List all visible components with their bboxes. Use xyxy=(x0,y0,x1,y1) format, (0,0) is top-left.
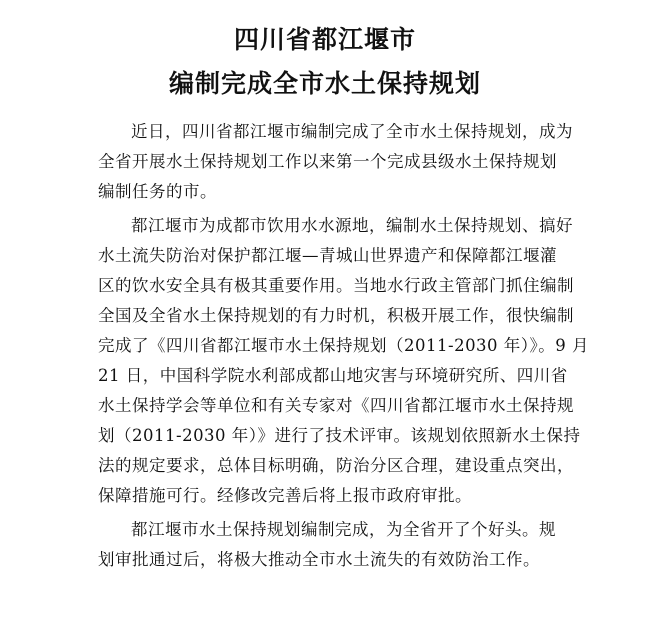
document-title-line-1: 四川省都江堰市 xyxy=(233,25,416,54)
paragraph-line: 编制任务的市。 xyxy=(98,182,217,201)
paragraph-1 xyxy=(98,117,578,207)
paragraph-line: 划审批通过后，将极大推动全市水土流失的有效防治工作。 xyxy=(98,550,540,569)
paragraph-line: 近日，四川省都江堰市编制完成了全市水土保持规划，成为 xyxy=(131,122,573,141)
paragraph-line: 区的饮水安全具有极其重要作用。当地水行政主管部门抓住编制 xyxy=(98,276,574,295)
document-title-line-2: 编制完成全市水土保持规划 xyxy=(168,69,481,98)
paragraph-line: 划（2011-2030 年）》进行了技术评审。该规划依照新水土保持 xyxy=(98,426,581,445)
paragraph-line: 都江堰市水土保持规划编制完成，为全省开了个好头。规 xyxy=(131,520,556,539)
paragraph-line: 完成了《四川省都江堰市水土保持规划（2011-2030 年）》。9 月 xyxy=(98,336,590,355)
paragraph-3 xyxy=(98,515,578,575)
paragraph-line: 保障措施可行。经修改完善后将上报市政府审批。 xyxy=(98,486,472,505)
paragraph-line: 水土保持学会等单位和有关专家对《四川省都江堰市水土保持规 xyxy=(98,396,574,415)
paragraph-line: 全省开展水土保持规划工作以来第一个完成县级水土保持规划 xyxy=(98,152,557,171)
paragraph-line: 水土流失防治对保护都江堰—青城山世界遗产和保障都江堰灌 xyxy=(98,246,557,265)
paragraph-line: 21 日，中国科学院水利部成都山地灾害与环境研究所、四川省 xyxy=(98,366,568,385)
document-body xyxy=(98,117,590,579)
paragraph-2 xyxy=(98,211,590,511)
paragraph-line: 法的规定要求，总体目标明确，防治分区合理，建设重点突出， xyxy=(98,456,574,475)
paragraph-line: 全国及全省水土保持规划的有力时机，积极开展工作，很快编制 xyxy=(98,306,574,325)
paragraph-line: 都江堰市为成都市饮用水水源地，编制水土保持规划、搞好 xyxy=(131,216,573,235)
